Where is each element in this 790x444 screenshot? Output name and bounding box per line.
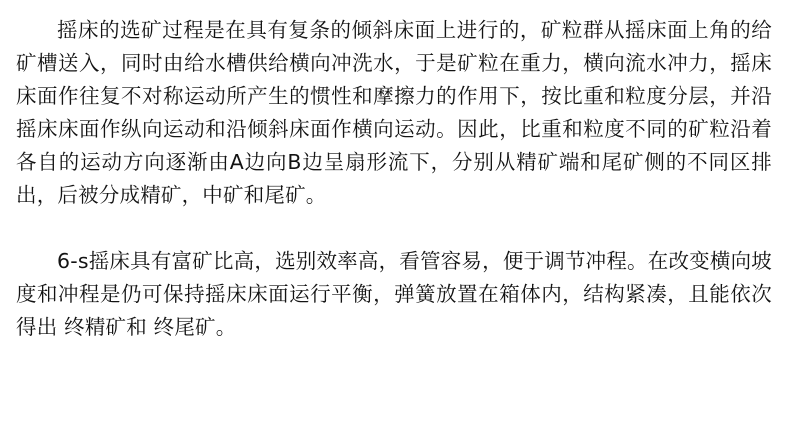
paragraph-separation-process: 摇床的选矿过程是在具有复条的倾斜床面上进行的，矿粒群从摇床面上角的给矿槽送入，同时由给水槽供给横向冲洗水，于是矿粒在重力，横向流水冲力，摇床床面作往复不对称运动所产生的惯性和摩擦力的作用下，按比重和粒度分层，并沿摇床床面作纵向运动和沿倾斜床面作横向运动。因此，比重和粒度不同的矿粒沿着各自的运动方向逐渐由A边向B边呈扇形流下，分别从精矿端和尾矿侧的不同区排出，后被分成精矿，中矿和尾矿。 xyxy=(16,18,772,207)
paragraph-table-features: 6-s摇床具有富矿比高，选别效率高，看管容易，便于调节冲程。在改变横向坡度和冲程是仍可保持摇床床面运行平衡，弹簧放置在箱体内，结构紧凑，且能依次得出 终精矿和 终尾矿。 xyxy=(16,249,772,339)
